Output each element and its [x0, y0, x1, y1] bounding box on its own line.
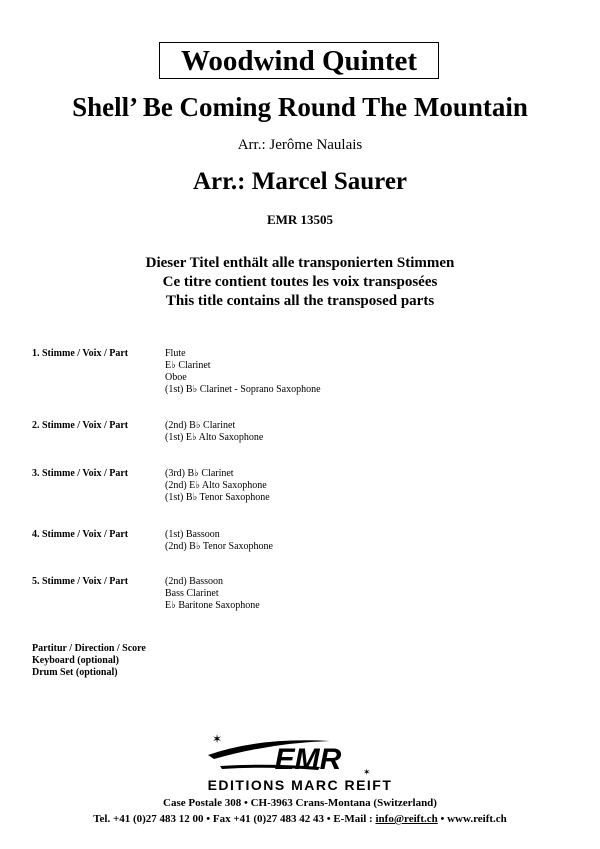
instrument: Bass Clarinet	[165, 588, 219, 599]
score-item: Partitur / Direction / Score	[32, 643, 146, 654]
instrument: E♭ Clarinet	[165, 360, 211, 371]
part-1-instruments	[165, 348, 321, 396]
part-5-instruments	[165, 576, 260, 612]
instrument: (1st) B♭ Clarinet - Soprano Saxophone	[165, 384, 321, 395]
publisher-name: EDITIONS MARC REIFT	[207, 777, 393, 793]
instrument: Oboe	[165, 372, 187, 383]
contact-website: • www.reift.ch	[437, 813, 507, 825]
svg-text:✶: ✶	[363, 767, 371, 777]
ensemble-title: Woodwind Quintet	[159, 42, 439, 79]
instrument: E♭ Baritone Saxophone	[165, 600, 260, 611]
logo-mark: EMR	[274, 743, 342, 776]
instrument: (2nd) B♭ Clarinet	[165, 420, 236, 431]
original-arranger: Arr.: Jerôme Naulais	[237, 137, 363, 153]
emr-logo	[200, 733, 400, 793]
notice-line-en: This title contains all the transposed parts	[165, 293, 435, 309]
drumset-item: Drum Set (optional)	[32, 667, 118, 678]
instrument: (2nd) B♭ Tenor Saxophone	[165, 541, 273, 552]
piece-title: Shell’ Be Coming Round The Mountain	[72, 92, 528, 122]
catalog-number: EMR 13505	[266, 212, 334, 227]
keyboard-item: Keyboard (optional)	[32, 655, 119, 666]
instrument: (3rd) B♭ Clarinet	[165, 468, 234, 479]
publisher-address: Case Postale 308 • CH-3963 Crans-Montana (Switzerland)	[163, 797, 437, 809]
part-2-label: 2. Stimme / Voix / Part	[32, 420, 129, 431]
part-3-instruments	[165, 468, 270, 504]
part-5-label: 5. Stimme / Voix / Part	[32, 576, 129, 587]
part-3-label: 3. Stimme / Voix / Part	[32, 468, 129, 479]
instrument: (2nd) Bassoon	[165, 576, 224, 587]
svg-text:✶: ✶	[212, 733, 223, 746]
email-link[interactable]: info@reift.ch	[375, 813, 438, 825]
instrument: (1st) Bassoon	[165, 529, 220, 540]
contact-phone-fax: Tel. +41 (0)27 483 12 00 • Fax +41 (0)27 483 42 43 • E-Mail :	[93, 813, 376, 825]
part-4-label: 4. Stimme / Voix / Part	[32, 529, 129, 540]
instrument: (1st) E♭ Alto Saxophone	[165, 432, 264, 443]
notice-line-fr: Ce titre contient toutes les voix transposées	[162, 274, 438, 290]
instrument: (2nd) E♭ Alto Saxophone	[165, 480, 267, 491]
arranger: Arr.: Marcel Saurer	[192, 168, 408, 195]
part-2-instruments	[165, 420, 263, 444]
part-1-label: 1. Stimme / Voix / Part	[32, 348, 129, 359]
publisher-contact	[0, 813, 600, 825]
extra-parts	[32, 643, 146, 679]
part-4-instruments	[165, 529, 273, 553]
instrument: Flute	[165, 348, 186, 359]
instrument: (1st) B♭ Tenor Saxophone	[165, 492, 270, 503]
transposed-parts-notice	[0, 254, 600, 311]
notice-line-de: Dieser Titel enthält alle transponierten Stimmen	[145, 255, 455, 271]
